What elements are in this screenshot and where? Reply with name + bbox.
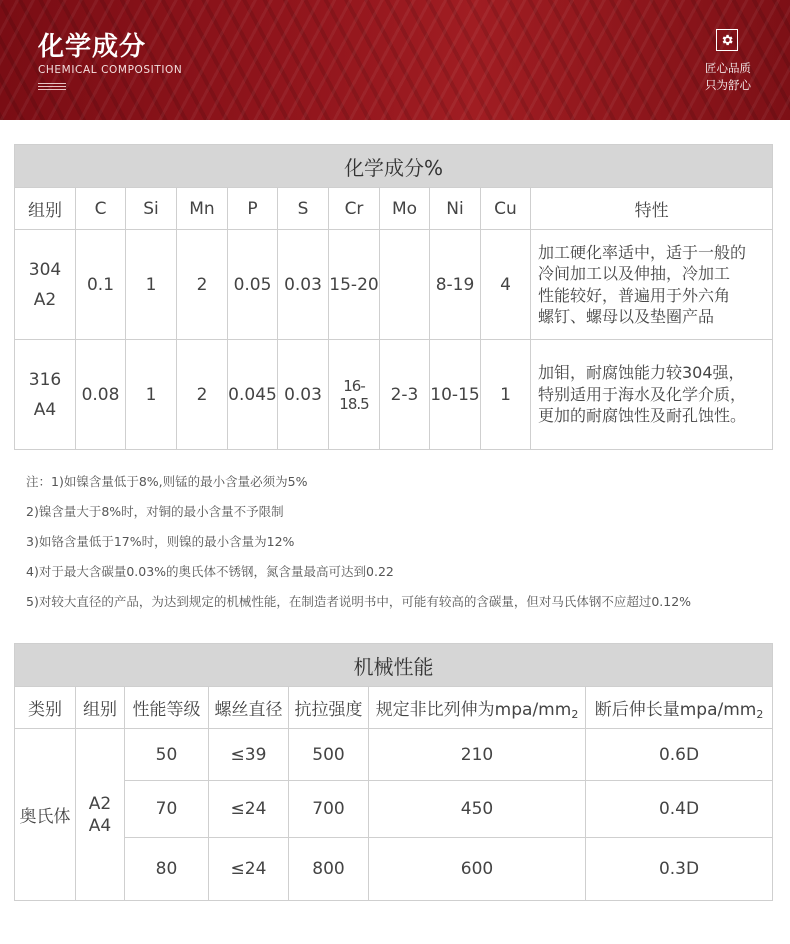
chem-header-p: P <box>228 188 278 230</box>
header-banner <box>0 0 790 120</box>
chem-cell-mn: 2 <box>177 340 228 450</box>
chem-header-s: S <box>278 188 329 230</box>
chem-header-si: Si <box>126 188 177 230</box>
notes-section <box>26 472 786 622</box>
mech-header-yield-label: 规定非比列伸为mpa/mm <box>375 699 572 720</box>
chem-cell-mn: 2 <box>177 230 228 340</box>
table-row <box>15 729 773 781</box>
chem-cell-group: 316 A4 <box>15 340 76 450</box>
mech-cell-grade: 50 <box>125 729 209 781</box>
note-4: 4)对于最大含碳量0.03%的奥氏体不锈钢，氮含量最高可达到0.22 <box>26 564 394 579</box>
chem-cell-mo: 2-3 <box>380 340 430 450</box>
mech-cell-tensile: 800 <box>289 838 369 901</box>
slogan-line-2: 只为舒心 <box>705 78 751 92</box>
chem-header-c: C <box>76 188 126 230</box>
mech-cell-grade: 80 <box>125 838 209 901</box>
chem-cell-c: 0.1 <box>76 230 126 340</box>
chem-cell-si: 1 <box>126 340 177 450</box>
chem-cell-ni: 8-19 <box>430 230 481 340</box>
mech-cell-diameter: ≤24 <box>209 838 289 901</box>
chem-cell-p: 0.05 <box>228 230 278 340</box>
chem-header-group: 组别 <box>15 188 76 230</box>
mechanical-properties-table <box>14 643 773 901</box>
mech-cell-elongation: 0.4D <box>586 781 773 838</box>
chem-header-mn: Mn <box>177 188 228 230</box>
chem-header-cr: Cr <box>329 188 380 230</box>
unit-subscript: 2 <box>571 707 579 721</box>
chem-cell-group: 304 A2 <box>15 230 76 340</box>
banner-title: 化学成分 <box>38 32 147 62</box>
chem-cell-p: 0.045 <box>228 340 278 450</box>
mech-header-group: 组别 <box>76 687 125 729</box>
chem-cell-c: 0.08 <box>76 340 126 450</box>
mech-header-yield <box>369 687 586 729</box>
table-row <box>15 340 773 450</box>
gear-icon <box>716 29 738 51</box>
chem-table-caption: 化学成分% <box>15 145 773 188</box>
chem-cell-cr: 15-20 <box>329 230 380 340</box>
mech-cell-elongation: 0.6D <box>586 729 773 781</box>
table-row <box>15 781 773 838</box>
note-5: 5)对较大直径的产品，为达到规定的机械性能，在制造者说明书中，可能有较高的含碳量，但对马氏体钢不应超过0.12% <box>26 594 692 609</box>
chem-header-ni: Ni <box>430 188 481 230</box>
mech-header-grade: 性能等级 <box>125 687 209 729</box>
mech-cell-tensile: 700 <box>289 781 369 838</box>
mech-cell-group: A2 A4 <box>76 729 125 901</box>
chem-cell-s: 0.03 <box>278 230 329 340</box>
slogan <box>690 60 766 94</box>
note-1: 注：1)如镍含量低于8%,则锰的最小含量必须为5% <box>26 474 308 489</box>
note-2: 2)镍含量大于8%时，对铜的最小含量不予限制 <box>26 504 284 519</box>
chem-cell-property: 加工硬化率适中，适于一般的 冷间加工以及伸抽，冷加工 性能较好，普遍用于外六角 螺钉、螺母以及垫圈产品 <box>531 230 773 340</box>
mech-header-category: 类别 <box>15 687 76 729</box>
chem-cell-ni: 10-15 <box>430 340 481 450</box>
chem-header-property: 特性 <box>531 188 773 230</box>
mech-cell-yield: 210 <box>369 729 586 781</box>
mech-cell-yield: 600 <box>369 838 586 901</box>
mech-table-caption: 机械性能 <box>15 644 773 687</box>
chemical-composition-table <box>14 144 773 450</box>
mech-cell-grade: 70 <box>125 781 209 838</box>
unit-subscript: 2 <box>756 707 764 721</box>
chem-cell-property: 加钼，耐腐蚀能力较304强， 特别适用于海水及化学介质， 更加的耐腐蚀性及耐孔蚀性。 <box>531 340 773 450</box>
chem-cell-cu: 4 <box>481 230 531 340</box>
slogan-line-1: 匠心品质 <box>705 61 751 75</box>
mech-cell-diameter: ≤39 <box>209 729 289 781</box>
chem-cell-si: 1 <box>126 230 177 340</box>
mech-cell-yield: 450 <box>369 781 586 838</box>
mech-cell-diameter: ≤24 <box>209 781 289 838</box>
table-row <box>15 230 773 340</box>
mech-header-tensile: 抗拉强度 <box>289 687 369 729</box>
chem-cell-mo <box>380 230 430 340</box>
banner-decor-lines <box>38 83 66 92</box>
mech-cell-tensile: 500 <box>289 729 369 781</box>
chem-cell-s: 0.03 <box>278 340 329 450</box>
note-3: 3)如铬含量低于17%时，则镍的最小含量为12% <box>26 534 295 549</box>
chem-header-mo: Mo <box>380 188 430 230</box>
mech-cell-elongation: 0.3D <box>586 838 773 901</box>
banner-subtitle: CHEMICAL COMPOSITION <box>38 64 183 76</box>
mech-header-elongation-label: 断后伸长量mpa/mm <box>594 699 757 720</box>
mech-cell-category: 奥氏体 <box>15 729 76 901</box>
table-row <box>15 838 773 901</box>
chem-cell-cr: 16-18.5 <box>329 340 380 450</box>
chem-cell-cu: 1 <box>481 340 531 450</box>
chem-header-cu: Cu <box>481 188 531 230</box>
mech-header-diameter: 螺丝直径 <box>209 687 289 729</box>
mech-header-elongation <box>586 687 773 729</box>
